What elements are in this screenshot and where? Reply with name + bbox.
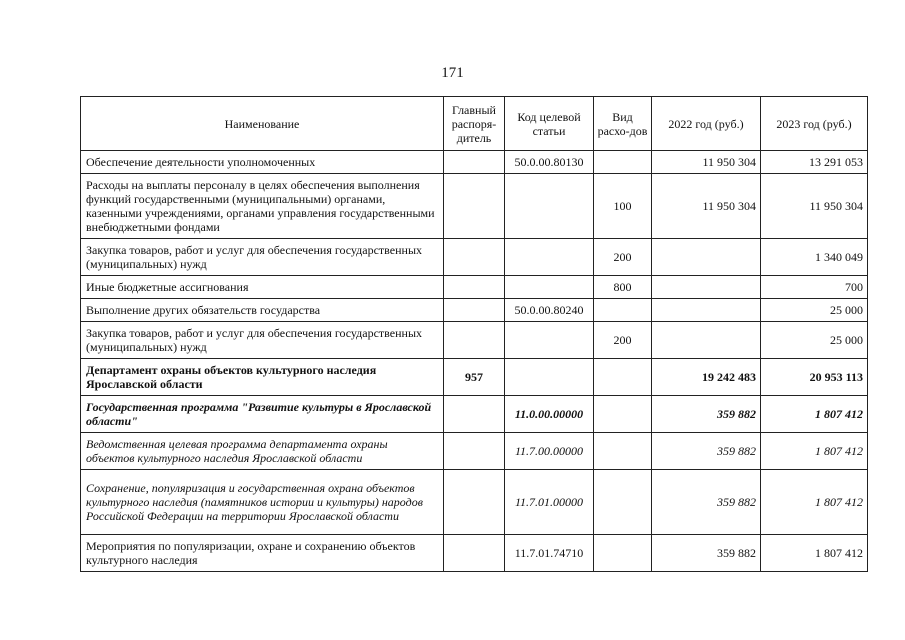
budget-table — [80, 96, 868, 572]
row-2023: 13 291 053 — [761, 151, 868, 174]
row-manager — [444, 239, 505, 276]
row-type: 200 — [594, 322, 652, 359]
header-year-2022: 2022 год (руб.) — [652, 97, 761, 151]
row-manager — [444, 322, 505, 359]
table-row — [81, 239, 868, 276]
row-code: 11.7.01.00000 — [505, 470, 594, 535]
table-row — [81, 470, 868, 535]
row-type: 200 — [594, 239, 652, 276]
row-type: 800 — [594, 276, 652, 299]
row-manager — [444, 174, 505, 239]
row-2023: 20 953 113 — [761, 359, 868, 396]
row-manager — [444, 433, 505, 470]
row-name: Иные бюджетные ассигнования — [81, 276, 444, 299]
page-number: 171 — [441, 65, 464, 81]
row-2023: 25 000 — [761, 299, 868, 322]
row-code — [505, 174, 594, 239]
row-2022: 11 950 304 — [652, 151, 761, 174]
header-manager: Главный распоря-дитель — [444, 97, 505, 151]
row-name: Закупка товаров, работ и услуг для обеспечения государственных (муниципальных) нужд — [81, 322, 444, 359]
row-2022 — [652, 276, 761, 299]
row-2023: 1 807 412 — [761, 470, 868, 535]
header-name: Наименование — [81, 97, 444, 151]
row-name: Расходы на выплаты персоналу в целях обеспечения выполнения функций государственными (муниципальными) органами, казенными учреждениями, органами управления государственными внебюджетными фондами — [81, 174, 444, 239]
row-2022: 11 950 304 — [652, 174, 761, 239]
row-type — [594, 433, 652, 470]
row-type: 100 — [594, 174, 652, 239]
row-code — [505, 276, 594, 299]
row-type — [594, 299, 652, 322]
row-code — [505, 239, 594, 276]
row-name: Ведомственная целевая программа департамента охраны объектов культурного наследия Ярославской области — [81, 433, 444, 470]
row-2023: 25 000 — [761, 322, 868, 359]
row-manager — [444, 396, 505, 433]
row-name: Выполнение других обязательств государства — [81, 299, 444, 322]
row-manager — [444, 535, 505, 572]
row-code: 50.0.00.80130 — [505, 151, 594, 174]
row-2022: 359 882 — [652, 433, 761, 470]
row-code: 11.7.01.74710 — [505, 535, 594, 572]
row-2023: 1 340 049 — [761, 239, 868, 276]
row-name: Сохранение, популяризация и государственная охрана объектов культурного наследия (памятников истории и культуры) народов Российской Федерации на территории Ярославской области — [81, 470, 444, 535]
row-manager — [444, 470, 505, 535]
table-row — [81, 151, 868, 174]
row-2023: 11 950 304 — [761, 174, 868, 239]
row-type — [594, 151, 652, 174]
header-year-2023: 2023 год (руб.) — [761, 97, 868, 151]
row-2022 — [652, 322, 761, 359]
row-2023: 1 807 412 — [761, 396, 868, 433]
row-2022: 359 882 — [652, 470, 761, 535]
table-header-row — [81, 97, 868, 151]
row-name: Департамент охраны объектов культурного наследия Ярославской области — [81, 359, 444, 396]
table-row — [81, 535, 868, 572]
row-code — [505, 359, 594, 396]
row-name: Мероприятия по популяризации, охране и сохранению объектов культурного наследия — [81, 535, 444, 572]
row-name: Закупка товаров, работ и услуг для обеспечения государственных (муниципальных) нужд — [81, 239, 444, 276]
row-2022 — [652, 239, 761, 276]
row-name: Государственная программа "Развитие культуры в Ярославской области" — [81, 396, 444, 433]
row-code: 11.7.00.00000 — [505, 433, 594, 470]
row-type — [594, 359, 652, 396]
header-expense-type: Вид расхо-дов — [594, 97, 652, 151]
row-code: 50.0.00.80240 — [505, 299, 594, 322]
row-type — [594, 535, 652, 572]
row-2022: 359 882 — [652, 396, 761, 433]
row-2023: 1 807 412 — [761, 535, 868, 572]
row-manager: 957 — [444, 359, 505, 396]
table-row — [81, 276, 868, 299]
row-2022: 19 242 483 — [652, 359, 761, 396]
row-2022: 359 882 — [652, 535, 761, 572]
table-row — [81, 433, 868, 470]
row-name: Обеспечение деятельности уполномоченных — [81, 151, 444, 174]
table-row — [81, 174, 868, 239]
row-type — [594, 396, 652, 433]
row-code: 11.0.00.00000 — [505, 396, 594, 433]
row-manager — [444, 276, 505, 299]
table-row — [81, 359, 868, 396]
table-row — [81, 396, 868, 433]
row-2023: 1 807 412 — [761, 433, 868, 470]
row-manager — [444, 299, 505, 322]
table-row — [81, 322, 868, 359]
header-target-code: Код целевой статьи — [505, 97, 594, 151]
table-row — [81, 299, 868, 322]
row-2023: 700 — [761, 276, 868, 299]
row-manager — [444, 151, 505, 174]
row-2022 — [652, 299, 761, 322]
row-code — [505, 322, 594, 359]
row-type — [594, 470, 652, 535]
